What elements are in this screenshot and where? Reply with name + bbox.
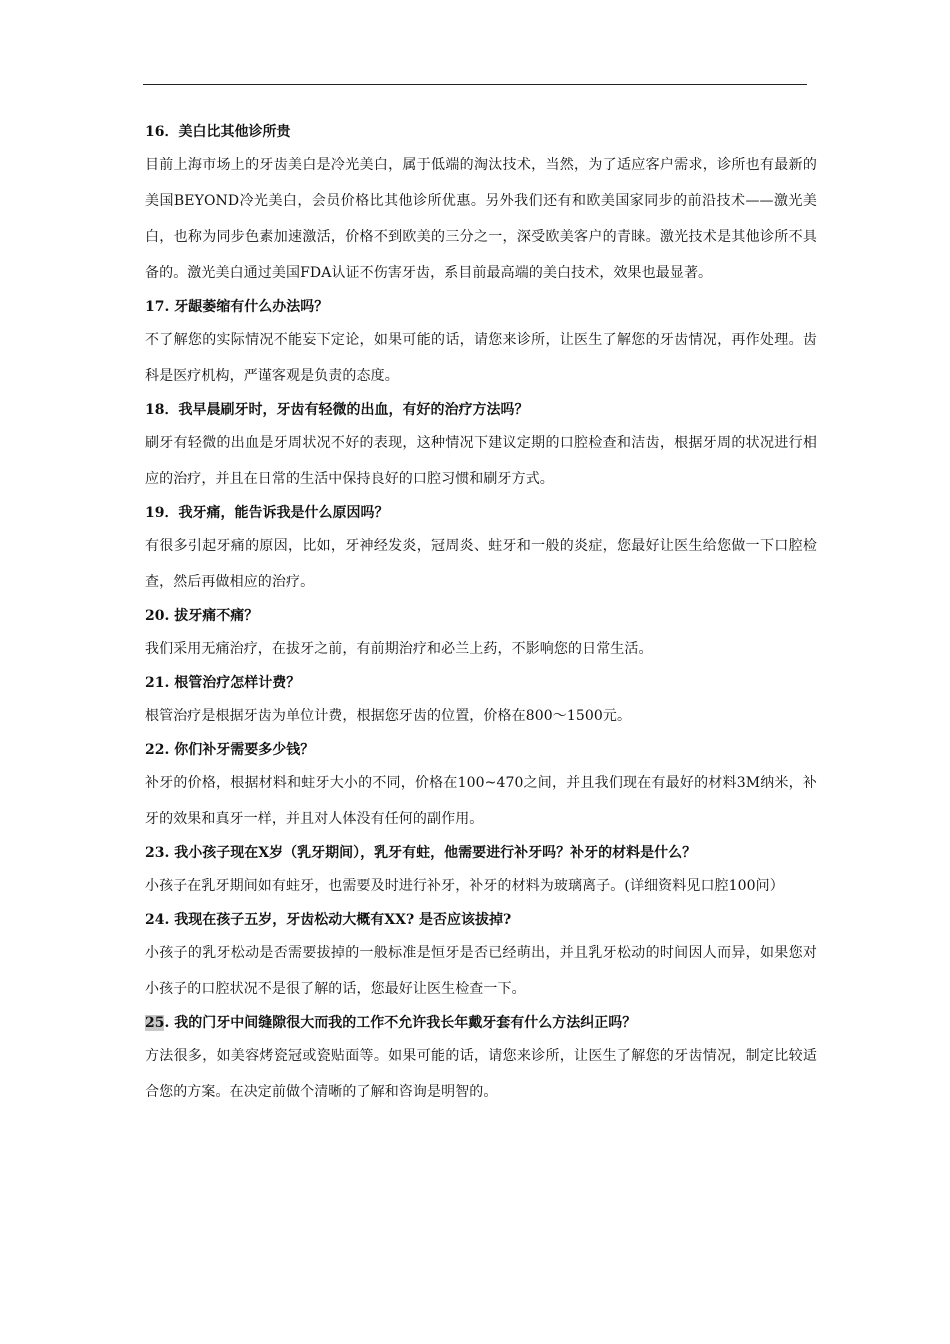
faq-item-17: [145, 297, 817, 394]
answer-20: 我们采用无痛治疗，在拔牙之前，有前期治疗和必兰上药，不影响您的日常生活。: [145, 641, 653, 657]
answer-16: 目前上海市场上的牙齿美白是冷光美白，属于低端的淘汰技术，当然，为了适应客户需求，诊所也有最新的美国BEYOND冷光美白，会员价格比其他诊所优惠。另外我们还有和欧美国家同步的前沿技术——激光美白，也称为同步色素加速激活，价格不到欧美的三分之一，深受欧美客户的青睐。激光技术是其他诊所不具备的。激光美白通过美国FDA认证不伤害牙齿，系目前最高端的美白技术，效果也最显著。: [145, 157, 817, 281]
faq-item-25: [145, 1013, 817, 1110]
question-21: 21. 根管治疗怎样计费？: [145, 675, 301, 691]
faq-item-24: [145, 910, 817, 1007]
question-number-highlight: 25: [145, 1015, 165, 1031]
faq-item-21: [145, 673, 817, 734]
answer-17: 不了解您的实际情况不能妄下定论，如果可能的话，请您来诊所，让医生了解您的牙齿情况，再作处理。齿科是医疗机构，严谨客观是负责的态度。: [145, 332, 817, 384]
answer-24: 小孩子的乳牙松动是否需要拔掉的一般标准是恒牙是否已经萌出，并且乳牙松动的时间因人而异，如果您对小孩子的口腔状况不是很了解的话，您最好让医生检查一下。: [145, 945, 817, 997]
question-17: 17. 牙龈萎缩有什么办法吗？: [145, 299, 329, 315]
answer-19: 有很多引起牙痛的原因，比如，牙神经发炎，冠周炎、蛀牙和一般的炎症，您最好让医生给您做一下口腔检查，然后再做相应的治疗。: [145, 538, 817, 590]
question-25-text: . 我的门牙中间缝隙很大而我的工作不允许我长年戴牙套有什么方法纠正吗？: [164, 1015, 637, 1031]
answer-25: 方法很多，如美容烤瓷冠或瓷贴面等。如果可能的话，请您来诊所，让医生了解您的牙齿情况，制定比较适合您的方案。在决定前做个清晰的了解和咨询是明智的。: [145, 1048, 817, 1100]
answer-23: 小孩子在乳牙期间如有蛀牙，也需要及时进行补牙，补牙的材料为玻璃离子。(详细资料见口腔100问）: [145, 878, 784, 894]
faq-item-18: [145, 400, 817, 497]
faq-item-20: [145, 606, 817, 667]
question-16: 16．美白比其他诊所贵: [145, 124, 291, 140]
faq-content: [145, 122, 817, 1110]
question-25: [145, 1013, 817, 1033]
faq-item-23: [145, 843, 817, 904]
question-19: 19．我牙痛，能告诉我是什么原因吗？: [145, 505, 389, 521]
question-23: 23. 我小孩子现在X岁（乳牙期间），乳牙有蛀，他需要进行补牙吗？补牙的材料是什么？: [145, 845, 697, 861]
faq-item-22: [145, 740, 817, 837]
faq-item-16: [145, 122, 817, 291]
question-18: 18．我早晨刷牙时，牙齿有轻微的出血，有好的治疗方法吗？: [145, 402, 529, 418]
question-24: 24. 我现在孩子五岁，牙齿松动大概有XX? 是否应该拔掉?: [145, 912, 512, 928]
answer-22: 补牙的价格，根据材料和蛀牙大小的不同，价格在100~470之间，并且我们现在有最好的材料3M纳米，补牙的效果和真牙一样，并且对人体没有任何的副作用。: [145, 775, 817, 827]
answer-18: 刷牙有轻微的出血是牙周状况不好的表现，这种情况下建议定期的口腔检查和洁齿，根据牙周的状况进行相应的治疗，并且在日常的生活中保持良好的口腔习惯和刷牙方式。: [145, 435, 817, 487]
question-22: 22. 你们补牙需要多少钱？: [145, 742, 315, 758]
header-rule: [143, 84, 807, 85]
faq-item-19: [145, 503, 817, 600]
answer-21: 根管治疗是根据牙齿为单位计费，根据您牙齿的位置，价格在800～1500元。: [145, 708, 632, 724]
question-20: 20. 拔牙痛不痛？: [145, 608, 259, 624]
